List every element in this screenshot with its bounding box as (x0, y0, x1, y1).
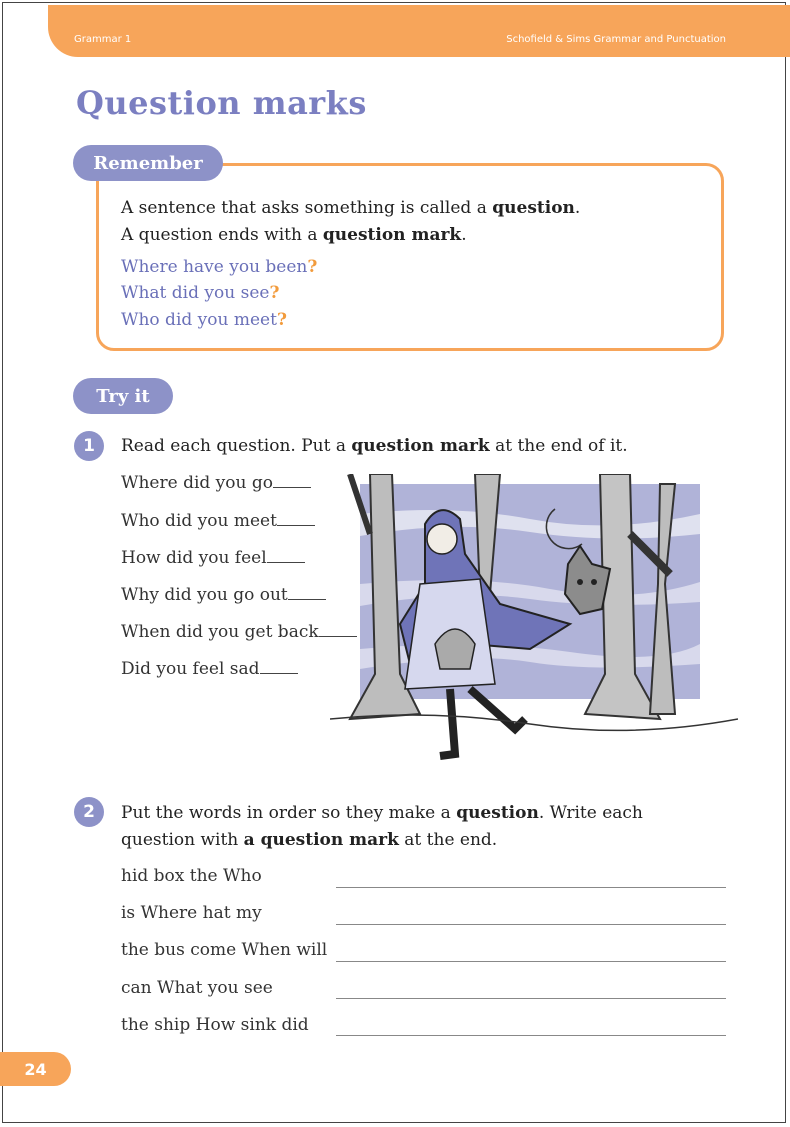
question-item (121, 548, 305, 568)
instruction-end: at the end. (398, 830, 498, 850)
question-text: Who did you meet (121, 511, 277, 531)
page-title: Question marks (76, 84, 367, 122)
example-qmark: ? (307, 257, 318, 277)
exercise-2-instruction-line-2 (121, 827, 497, 854)
instruction-text: Read each question. Put a (121, 436, 352, 456)
question-text: When did you get back (121, 622, 319, 642)
instruction-bold: question (456, 803, 539, 823)
answer-blank[interactable] (277, 511, 315, 526)
instruction-text: question with (121, 830, 244, 850)
remember-line-1-text: A sentence that asks something is called a (121, 198, 493, 218)
try-it-label: Try it (73, 378, 173, 414)
girl-face (427, 524, 457, 554)
example-question-2 (121, 283, 279, 303)
example-text: Who did you meet (121, 310, 277, 330)
remember-line-2-end: . (461, 225, 467, 245)
instruction-end: . Write each (538, 803, 643, 823)
remember-line-2-text: A question ends with a (121, 225, 323, 245)
remember-line-1-end: . (574, 198, 581, 218)
forest-girl-wolf-illustration (330, 474, 738, 764)
instruction-bold: a question mark (243, 830, 399, 850)
example-qmark: ? (269, 283, 280, 303)
question-text: Did you feel sad (121, 659, 260, 679)
answer-line[interactable] (336, 1034, 726, 1036)
instruction-bold: question mark (351, 436, 490, 456)
page-number: 24 (0, 1052, 71, 1086)
header-bar (48, 5, 790, 57)
exercise-1-instruction (121, 433, 628, 460)
question-item (121, 473, 311, 493)
girl-legs (440, 689, 525, 756)
question-item (121, 511, 315, 531)
jumbled-words: the bus come When will (121, 940, 328, 960)
remember-line-2-bold: question mark (322, 225, 462, 245)
exercise-2-instruction-line-1 (121, 800, 643, 827)
question-text: Where did you go (121, 473, 273, 493)
question-item (121, 585, 326, 605)
answer-line[interactable] (336, 997, 726, 999)
question-item (121, 659, 298, 679)
question-item (121, 622, 357, 642)
remember-label: Remember (73, 145, 223, 181)
ground-line (330, 715, 738, 730)
remember-line-1 (121, 198, 580, 218)
jumbled-words: the ship How sink did (121, 1015, 309, 1035)
question-text: How did you feel (121, 548, 267, 568)
remember-line-1-bold: question (492, 198, 575, 218)
answer-blank[interactable] (288, 585, 326, 600)
answer-line[interactable] (336, 923, 726, 925)
jumbled-words: can What you see (121, 978, 273, 998)
instruction-text: Put the words in order so they make a (121, 803, 457, 823)
exercise-2-number: 2 (74, 797, 104, 827)
example-question-1 (121, 257, 317, 277)
answer-line[interactable] (336, 886, 726, 888)
question-text: Why did you go out (121, 585, 288, 605)
answer-blank[interactable] (267, 548, 305, 563)
example-question-3 (121, 310, 287, 330)
example-qmark: ? (276, 310, 287, 330)
answer-blank[interactable] (260, 659, 298, 674)
answer-blank[interactable] (273, 473, 311, 488)
example-text: Where have you been (121, 257, 308, 277)
jumbled-words: hid box the Who (121, 866, 262, 886)
answer-line[interactable] (336, 960, 726, 962)
instruction-end: at the end of it. (489, 436, 628, 456)
remember-line-2 (121, 225, 467, 245)
jumbled-words: is Where hat my (121, 903, 262, 923)
header-book-title: Grammar 1 (74, 34, 132, 45)
example-text: What did you see (121, 283, 270, 303)
exercise-1-number: 1 (74, 431, 104, 461)
header-series-title: Schofield & Sims Grammar and Punctuation (506, 34, 726, 45)
